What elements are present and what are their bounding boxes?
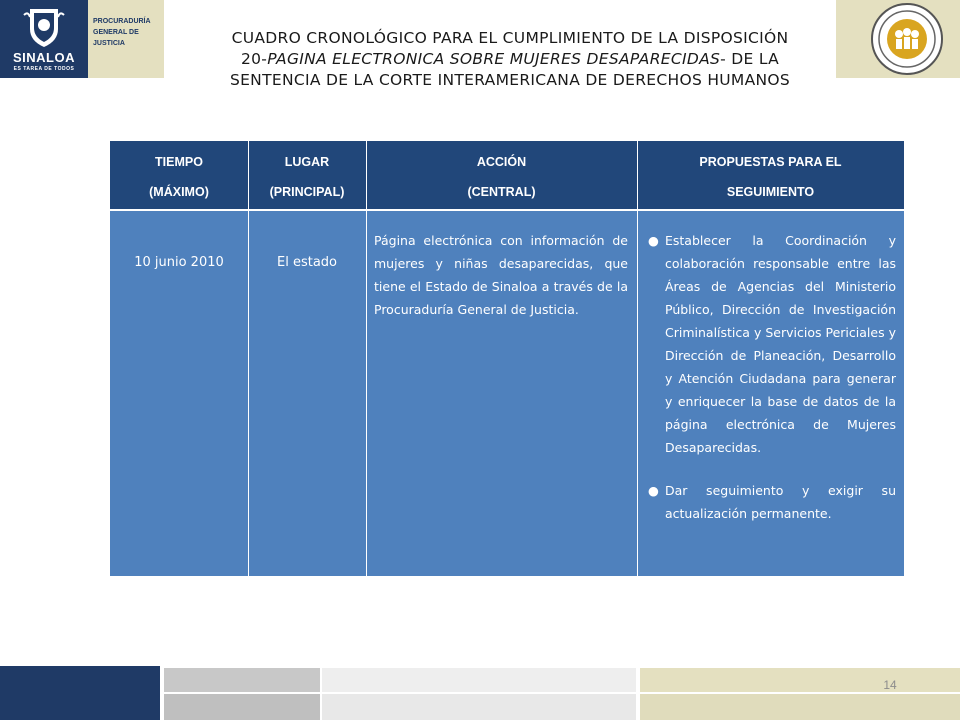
- header-line: PROPUESTAS PARA EL: [699, 155, 842, 169]
- seal-icon: [870, 2, 944, 76]
- logo-tagline: ES TAREA DE TODOS: [13, 66, 75, 72]
- bullet-icon: ●: [648, 483, 659, 498]
- title-line-1: CUADRO CRONOLÓGICO PARA EL CUMPLIMIENTO DE LA DISPOSICIÓN: [231, 29, 789, 47]
- title-suffix: - DE LA: [720, 50, 780, 68]
- agency-line: PROCURADURÍA: [93, 18, 151, 25]
- cell-tiempo: 10 junio 2010: [134, 255, 224, 270]
- title-line-2: [166, 49, 854, 70]
- footer-band: [322, 668, 636, 692]
- proposal-text: Dar seguimiento y exigir su actualización permanente.: [665, 483, 896, 521]
- cell-propuestas: [637, 229, 904, 525]
- bullet-icon: ●: [648, 233, 659, 248]
- header-line: (CENTRAL): [467, 185, 536, 199]
- sinaloa-shield-icon: [22, 5, 66, 49]
- logo-brand: SINALOA: [13, 50, 75, 65]
- header-line: (PRINCIPAL): [269, 185, 345, 199]
- footer-band: [640, 668, 960, 692]
- header-propuestas: [637, 147, 904, 207]
- chronology-table: [110, 141, 904, 576]
- footer-band: [640, 694, 960, 720]
- header-line: SEGUIMIENTO: [726, 185, 815, 199]
- logo-panel: [0, 0, 88, 78]
- row-divider: [110, 209, 904, 211]
- header-tiempo: [110, 147, 248, 207]
- page-number: 14: [883, 678, 897, 692]
- list-item: [647, 479, 896, 525]
- cell-lugar: El estado: [277, 255, 337, 270]
- agency-line: GENERAL DE: [93, 29, 139, 36]
- proposal-text: Establecer la Coordinación y colaboración responsable entre las Áreas de Agencias del Ministerio Público, Dirección de Investigación Criminalística y Servicios Periciales y Dirección de Planeación, Desarrollo y Atención Ciudadana para generar y enriquecer la base de datos de la página electrónica de Mujeres Desaparecidas.: [665, 233, 896, 455]
- footer-band: [164, 694, 320, 720]
- header-accion: [366, 147, 637, 207]
- footer-band: [164, 668, 320, 692]
- list-item: [647, 229, 896, 459]
- cell-accion: Página electrónica con información de mujeres y niñas desaparecidas, que tiene el Estado de Sinaloa a través de la Procuraduría General de Justicia.: [374, 233, 628, 317]
- header-line: ACCIÓN: [476, 155, 527, 169]
- title-prefix: 20-: [240, 50, 268, 68]
- header-line: TIEMPO: [155, 155, 203, 169]
- footer-band: [0, 666, 160, 720]
- agency-line: JUSTICIA: [93, 40, 125, 47]
- agency-name: [93, 16, 163, 49]
- title-italic: PAGINA ELECTRONICA SOBRE MUJERES DESAPARECIDAS: [267, 50, 721, 68]
- page-title: [166, 28, 854, 91]
- footer-band: [322, 694, 636, 720]
- header-line: LUGAR: [284, 155, 330, 169]
- title-line-3: SENTENCIA DE LA CORTE INTERAMERICANA DE DERECHOS HUMANOS: [229, 71, 791, 89]
- header-lugar: [248, 147, 366, 207]
- header-line: (MÁXIMO): [149, 185, 209, 199]
